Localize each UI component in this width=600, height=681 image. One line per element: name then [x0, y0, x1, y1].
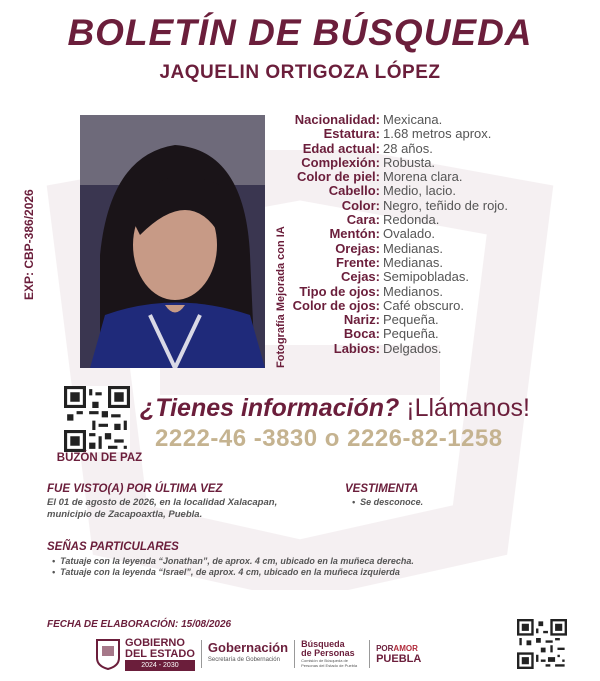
footer-qr-code-icon[interactable]: [517, 619, 567, 669]
file-number: EXP: CBP-386/2026: [22, 189, 36, 300]
marks-heading: SEÑAS PARTICULARES: [47, 541, 179, 553]
list-item: • Tatuaje con la leyenda “Israel”, de aprox. 4 cm, ubicado en la muñeca izquierda: [52, 567, 414, 578]
attribute-row: Color de piel: Morena clara.: [296, 169, 463, 185]
gobierno-logo: GOBIERNO DEL ESTADO 2024 - 2030: [125, 636, 195, 669]
attribute-row: Mentón: Ovalado.: [329, 226, 436, 242]
marks-list: [52, 556, 414, 578]
clothing-list: [352, 497, 423, 508]
attribute-row: Frente: Medianas.: [335, 254, 443, 270]
last-seen-text: El 01 de agosto de 2026, en la localidad Xalacapan, municipio de Zacapoaxtla, Puebla.: [47, 497, 278, 520]
attribute-list: [283, 113, 593, 356]
attribute-row: Color de ojos: Café obscuro.: [292, 297, 464, 313]
contact-question: [140, 394, 530, 423]
attribute-row: Cabello: Medio, lacio.: [328, 183, 456, 199]
person-name: JAQUELIN ORTIGOZA LÓPEZ: [159, 62, 441, 83]
last-seen-heading: FUE VISTO(A) POR ÚLTIMA VEZ: [47, 483, 223, 495]
call-text: ¡Llámanos!: [406, 394, 530, 422]
qr-code-icon[interactable]: [64, 386, 130, 452]
state-seal-icon: [95, 638, 121, 670]
attribute-row: Complexión: Robusta.: [301, 154, 436, 170]
person-photo: [80, 115, 265, 368]
question-text: ¿Tienes información?: [140, 394, 400, 422]
attribute-row: Edad actual: 28 años.: [302, 140, 433, 156]
attribute-row: Boca: Pequeña.: [343, 326, 439, 342]
busqueda-logo: Búsqueda de Personas Comisión de Búsqueda de Personas del Estado de Puebla: [301, 639, 358, 668]
attribute-row: Tipo de ojos: Medianos.: [299, 283, 443, 299]
attribute-row: Color: Negro, teñido de rojo.: [341, 197, 509, 213]
phone-numbers[interactable]: 2222-46 -3830 o 2226-82-1258: [155, 425, 503, 452]
attribute-row: Nariz: Pequeña.: [343, 312, 439, 328]
photo-caption: Fotografía Mejorada con IA: [275, 226, 287, 368]
divider: [369, 640, 370, 668]
por-amor-puebla-logo: PORAMOR PUEBLA: [376, 644, 422, 665]
elaboration-date: FECHA DE ELABORACIÓN: 15/08/2026: [47, 619, 232, 630]
attribute-row: Cara: Redonda.: [346, 212, 440, 228]
list-item: • Se desconoce.: [352, 497, 423, 508]
list-item: • Tatuaje con la leyenda “Jonathan”, de aprox. 4 cm, ubicado en la muñeca derecha.: [52, 556, 414, 567]
bulletin-title: BOLETÍN DE BÚSQUEDA: [67, 12, 533, 53]
footer-logos: [95, 636, 421, 672]
divider: [294, 640, 295, 668]
buzon-de-paz-label: BUZÓN DE PAZ: [56, 452, 143, 464]
attribute-row: Cejas: Semipobladas.: [340, 269, 469, 285]
divider: [201, 640, 202, 668]
attribute-row: Nacionalidad: Mexicana.: [294, 112, 443, 127]
gobernacion-logo: Gobernación Secretaría de Gobernación: [207, 640, 289, 663]
attribute-row: Labios: Delgados.: [333, 340, 442, 356]
attribute-row: Estatura: 1.68 metros aprox.: [323, 126, 492, 142]
clothing-heading: VESTIMENTA: [345, 483, 419, 495]
attribute-row: Orejas: Medianas.: [335, 240, 443, 256]
